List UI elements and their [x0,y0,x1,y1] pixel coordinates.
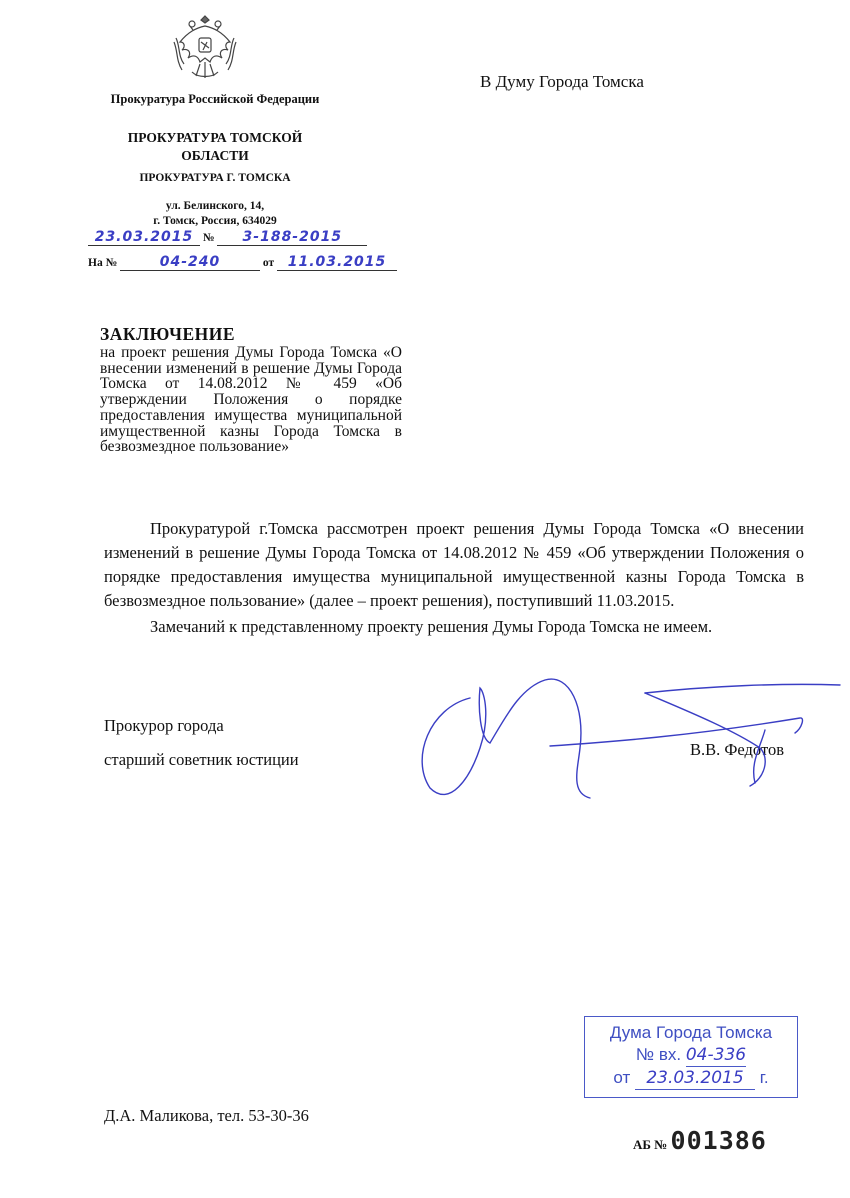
reference-from-label: от [262,257,275,269]
signer-position: Прокурор города [104,716,224,735]
handwritten-signature [410,668,850,813]
body-paragraph: Прокуратурой г.Томска рассмотрен проект решения Думы Города Томска «О внесении изменений в решение Думы Города Томска от 14.08.2012 № 459 «Об утверждении Положения о порядке предоставления имущества муниципальной имущественной казны Города Томска в безвозмездное пользование» (далее – проект решения), поступивший 11.03.2015. [104,519,804,610]
reference-registration [88,254,397,271]
stamp-date-row [585,1067,797,1090]
stamp-date-suffix: г. [759,1068,769,1087]
org-address [110,199,320,229]
recipient: В Думу Города Томска [480,72,644,91]
coat-of-arms-icon [170,12,240,86]
reference-label: На № [88,257,118,269]
outgoing-number: 3-188-2015 [217,229,367,246]
stamp-date: 23.03.2015 [635,1067,755,1090]
outgoing-date: 23.03.2015 [88,229,200,246]
form-serial [633,1126,767,1155]
signer-rank: старший советник юстиции [104,750,299,769]
outgoing-registration [88,229,367,246]
address-street: ул. Белинского, 14, [165,200,265,212]
signer-name: В.В. Федотов [690,740,784,759]
reference-date: 11.03.2015 [277,254,397,271]
address-city: г. Томск, Россия, 634029 [153,215,277,227]
document-subject: на проект решения Думы Города Томска «О внесении изменений в решение Думы Города Томска от 14.08.2012 № 459 «Об утверждении Положения о порядке предоставления имущества муниципальной имущественной казны Города Томска в безвозмездное пользование» [100,344,402,456]
stamp-incoming-label: № вх. [635,1045,682,1064]
form-serial-number: 001386 [670,1126,767,1155]
org-name-regional: ПРОКУРАТУРА ТОМСКОЙ ОБЛАСТИ [127,130,303,163]
stamp-incoming-number: 04-336 [685,1045,747,1065]
form-series-label: АБ № [633,1137,668,1152]
executor-contact: Д.А. Маликова, тел. 53-30-36 [104,1106,309,1125]
outgoing-number-label: № [202,232,215,244]
document-title: ЗАКЛЮЧЕНИЕ [100,324,236,344]
stamp-organization: Дума Города Томска [609,1023,773,1042]
org-name-city: ПРОКУРАТУРА Г. ТОМСКА [139,172,291,184]
org-name-federal: Прокуратура Российской Федерации [110,92,320,106]
stamp-incoming-number-row [585,1044,797,1067]
reference-number: 04-240 [120,254,260,271]
incoming-registration-stamp [584,1016,798,1098]
body-paragraph: Замечаний к представленному проекту решения Думы Города Томска не имеем. [150,617,713,636]
document-body [104,517,804,639]
stamp-date-label: от [613,1068,631,1087]
